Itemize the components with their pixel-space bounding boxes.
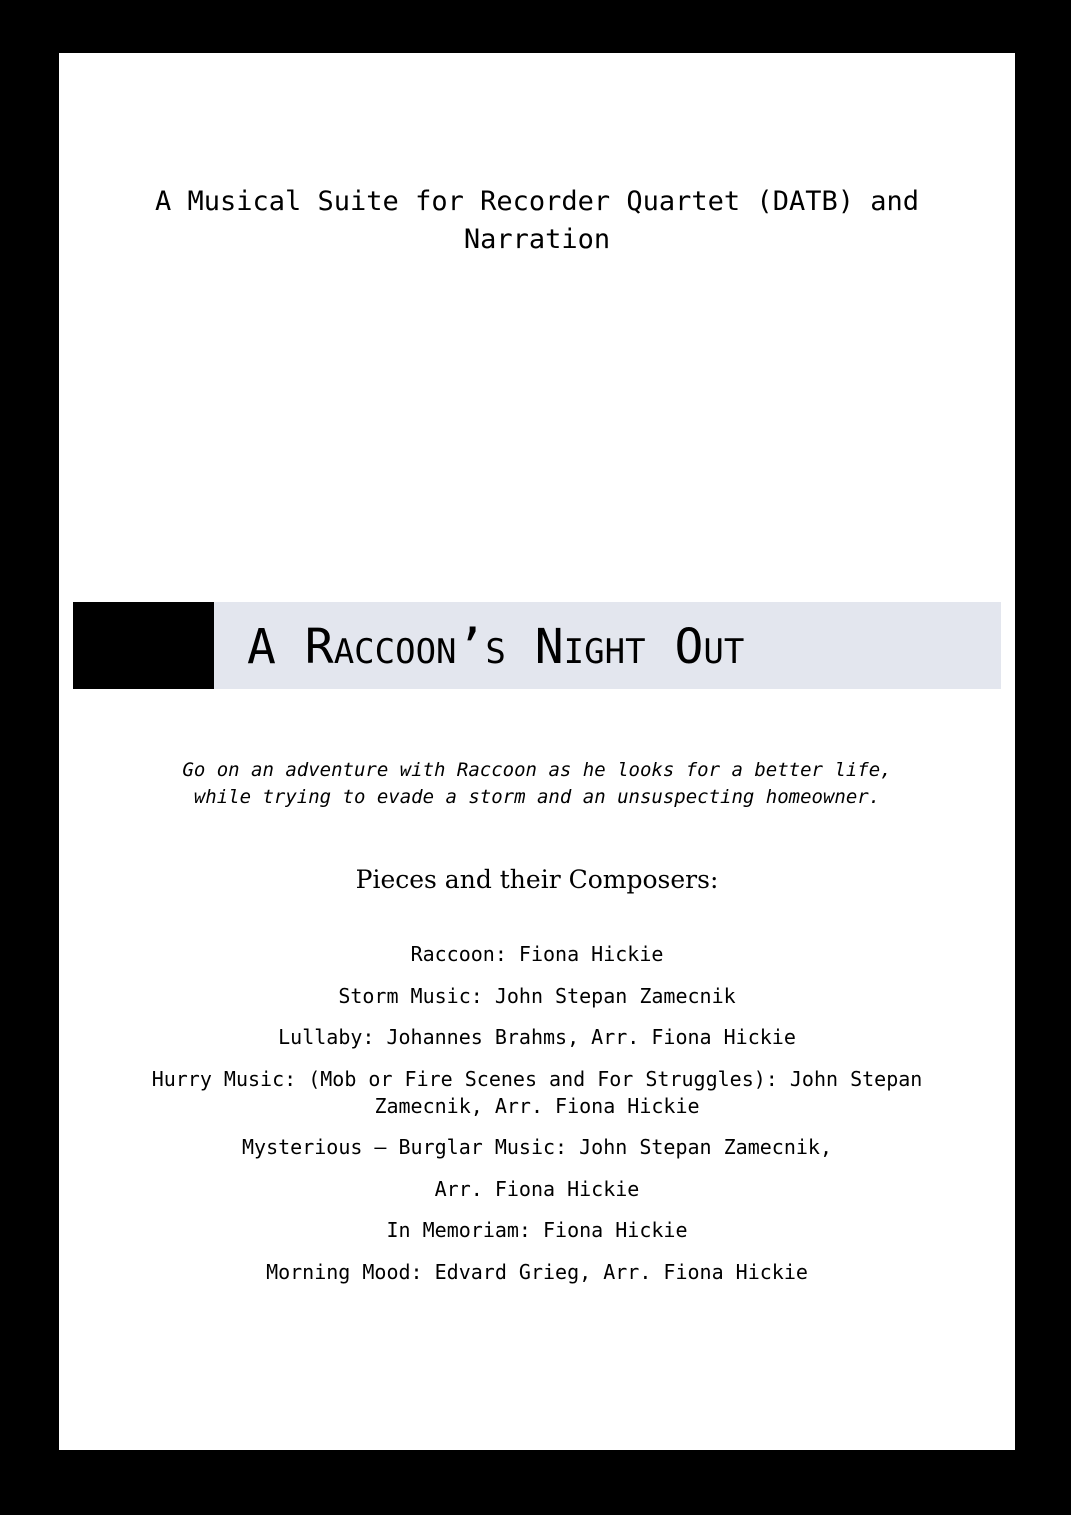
piece-item: Lullaby: Johannes Brahms, Arr. Fiona Hickie	[278, 1025, 796, 1049]
piece-item: Arr. Fiona Hickie	[434, 1176, 640, 1201]
piece-item: Morning Mood: Edvard Grieg, Arr. Fiona Hickie	[266, 1259, 808, 1284]
tagline-line: while trying to evade a storm and an unsuspecting homeowner.	[193, 786, 881, 808]
piece-item: Hurry Music: (Mob or Fire Scenes and For Struggles): John Stepan Zamecnik, Arr. Fiona Hickie	[151, 1066, 923, 1118]
title-band	[73, 602, 1001, 689]
piece-item: Raccoon: Fiona Hickie	[410, 942, 664, 966]
document-subtitle: A Musical Suite for Recorder Quartet (DATB) and Narration	[154, 186, 919, 255]
pieces-heading: Pieces and their Composers:	[355, 865, 719, 894]
title-accent-block	[73, 602, 214, 689]
piece-item: In Memoriam: Fiona Hickie	[386, 1218, 688, 1242]
document-tagline	[129, 757, 945, 811]
tagline-line: Go on an adventure with Raccoon as he looks for a better life,	[182, 759, 892, 781]
document-page	[59, 53, 1015, 1450]
document-title: A Raccoon’s Night Out	[247, 619, 745, 675]
piece-item: Mysterious – Burglar Music: John Stepan Zamecnik,	[241, 1135, 832, 1159]
pieces-list	[129, 941, 945, 1300]
piece-item: Storm Music: John Stepan Zamecnik	[338, 983, 736, 1008]
